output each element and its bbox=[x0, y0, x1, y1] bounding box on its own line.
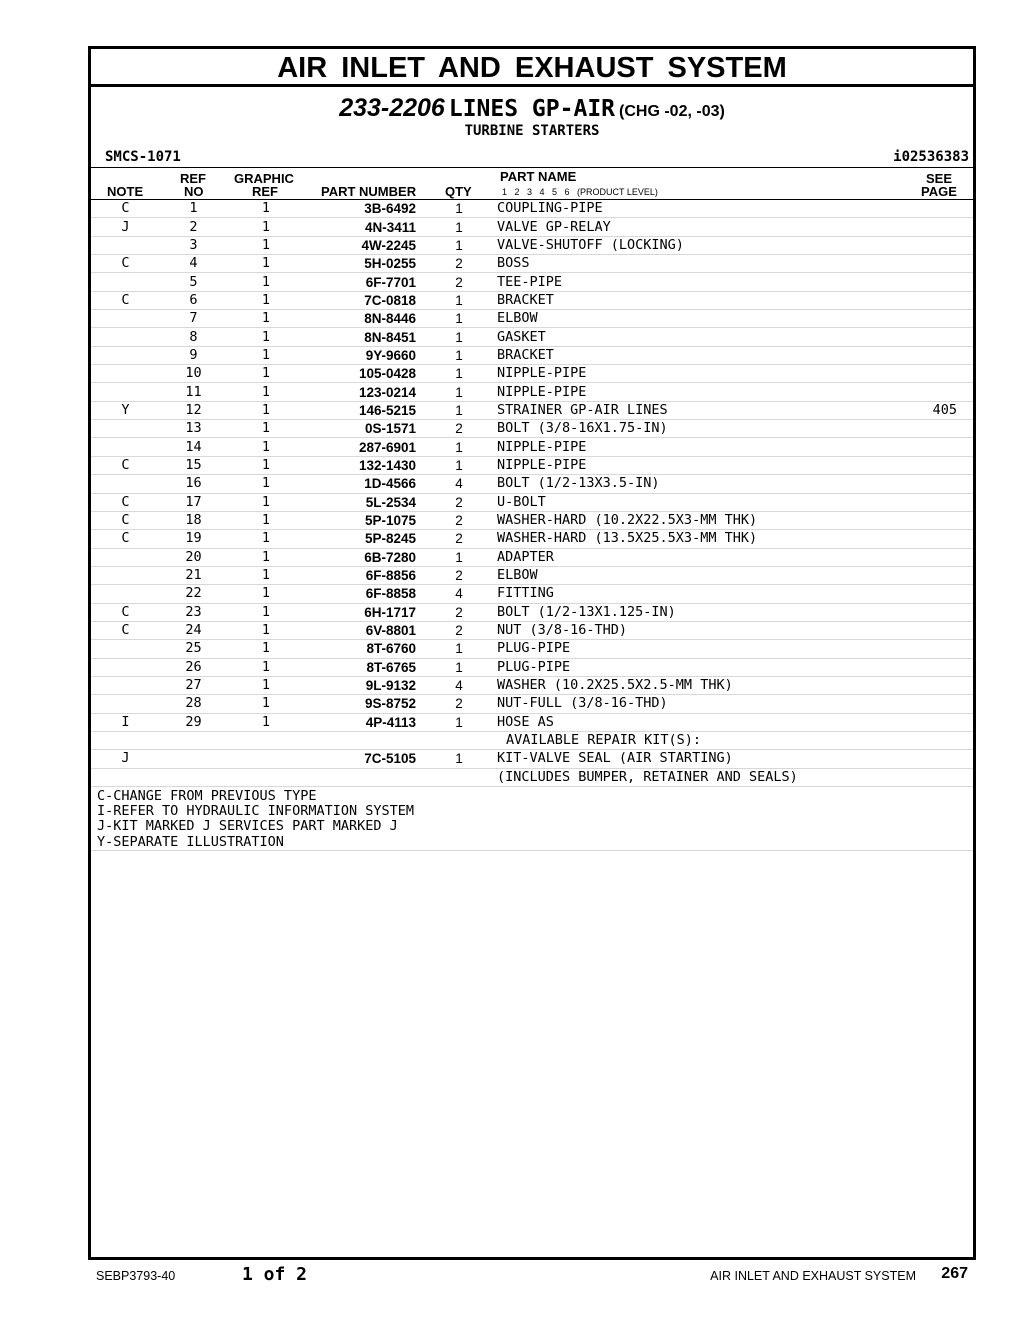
quantity: 2 bbox=[424, 493, 494, 511]
footer-page-number: 267 bbox=[941, 1265, 968, 1282]
col-see-top: SEE bbox=[926, 171, 953, 186]
part-note bbox=[91, 346, 160, 364]
graphic-ref: 1 bbox=[227, 218, 305, 236]
kit-part-number: 7C-5105 bbox=[305, 750, 424, 768]
part-number: 8N-8446 bbox=[305, 310, 424, 328]
ref-no: 19 bbox=[160, 530, 227, 548]
part-number: 8T-6765 bbox=[305, 658, 424, 676]
table-row bbox=[91, 200, 973, 218]
section-title: AIR INLET AND EXHAUST SYSTEM bbox=[91, 49, 973, 87]
part-number: 123-0214 bbox=[305, 383, 424, 401]
kit-note: J bbox=[91, 750, 160, 768]
part-name: BOLT (1/2-13X3.5-IN) bbox=[494, 475, 899, 493]
kit-row bbox=[91, 750, 973, 768]
parts-table bbox=[91, 200, 973, 787]
quantity: 4 bbox=[424, 585, 494, 603]
part-note bbox=[91, 383, 160, 401]
part-note: C bbox=[91, 200, 160, 218]
graphic-ref: 1 bbox=[227, 383, 305, 401]
part-number: 4P-4113 bbox=[305, 713, 424, 731]
note-c: C-CHANGE FROM PREVIOUS TYPE bbox=[97, 788, 317, 804]
document-id: i02536383 bbox=[893, 149, 969, 165]
ref-no: 28 bbox=[160, 695, 227, 713]
quantity: 1 bbox=[424, 640, 494, 658]
see-page bbox=[899, 676, 973, 694]
group-number: 233-2206 bbox=[339, 94, 445, 122]
quantity: 1 bbox=[424, 218, 494, 236]
table-row bbox=[91, 658, 973, 676]
quantity: 1 bbox=[424, 346, 494, 364]
col-ref-no-bottom: NO bbox=[184, 184, 204, 199]
column-headers bbox=[91, 168, 973, 200]
part-number: 4N-3411 bbox=[305, 218, 424, 236]
parts-page-frame bbox=[88, 46, 976, 1260]
part-number: 5P-8245 bbox=[305, 530, 424, 548]
graphic-ref: 1 bbox=[227, 310, 305, 328]
note-i: I-REFER TO HYDRAULIC INFORMATION SYSTEM bbox=[97, 803, 414, 820]
table-row bbox=[91, 621, 973, 639]
part-number: 5L-2534 bbox=[305, 493, 424, 511]
footer-page-count: 1 of 2 bbox=[242, 1264, 308, 1285]
quantity: 2 bbox=[424, 530, 494, 548]
part-number: 132-1430 bbox=[305, 456, 424, 474]
graphic-ref: 1 bbox=[227, 493, 305, 511]
part-name: NUT-FULL (3/8-16-THD) bbox=[494, 695, 899, 713]
part-note bbox=[91, 365, 160, 383]
part-number: 105-0428 bbox=[305, 365, 424, 383]
ref-no: 23 bbox=[160, 603, 227, 621]
part-number: 9S-8752 bbox=[305, 695, 424, 713]
table-row bbox=[91, 401, 973, 419]
see-page: 405 bbox=[899, 401, 973, 419]
table-row bbox=[91, 713, 973, 731]
table-row bbox=[91, 273, 973, 291]
graphic-ref: 1 bbox=[227, 603, 305, 621]
graphic-ref: 1 bbox=[227, 200, 305, 218]
see-page bbox=[899, 621, 973, 639]
table-row bbox=[91, 530, 973, 548]
see-page bbox=[899, 640, 973, 658]
table-row bbox=[91, 456, 973, 474]
table-row bbox=[91, 346, 973, 364]
ref-no: 21 bbox=[160, 566, 227, 584]
graphic-ref: 1 bbox=[227, 566, 305, 584]
graphic-ref: 1 bbox=[227, 236, 305, 254]
part-name: BOLT (1/2-13X1.125-IN) bbox=[494, 603, 899, 621]
part-name: BRACKET bbox=[494, 291, 899, 309]
part-note bbox=[91, 585, 160, 603]
col-note: NOTE bbox=[107, 184, 144, 199]
table-row bbox=[91, 255, 973, 273]
ref-no: 22 bbox=[160, 585, 227, 603]
see-page bbox=[899, 603, 973, 621]
ref-no: 14 bbox=[160, 438, 227, 456]
part-number: 8T-6760 bbox=[305, 640, 424, 658]
ref-no: 1 bbox=[160, 200, 227, 218]
part-note bbox=[91, 566, 160, 584]
part-name: BOLT (3/8-16X1.75-IN) bbox=[494, 420, 899, 438]
graphic-ref: 1 bbox=[227, 255, 305, 273]
part-number: 9L-9132 bbox=[305, 676, 424, 694]
part-number: 6V-8801 bbox=[305, 621, 424, 639]
part-note bbox=[91, 676, 160, 694]
col-qty: QTY bbox=[445, 184, 472, 199]
ref-no: 5 bbox=[160, 273, 227, 291]
see-page bbox=[899, 548, 973, 566]
table-row bbox=[91, 603, 973, 621]
col-graphic-ref-bottom: REF bbox=[252, 184, 278, 199]
see-page bbox=[899, 200, 973, 218]
graphic-ref: 1 bbox=[227, 456, 305, 474]
repair-kit-block bbox=[91, 731, 973, 786]
graphic-ref: 1 bbox=[227, 640, 305, 658]
part-name: STRAINER GP-AIR LINES bbox=[494, 401, 899, 419]
part-name: ADAPTER bbox=[494, 548, 899, 566]
ref-no: 10 bbox=[160, 365, 227, 383]
part-note bbox=[91, 236, 160, 254]
part-name: VALVE GP-RELAY bbox=[494, 218, 899, 236]
table-row bbox=[91, 548, 973, 566]
see-page bbox=[899, 475, 973, 493]
part-note: C bbox=[91, 530, 160, 548]
ref-no: 13 bbox=[160, 420, 227, 438]
table-row bbox=[91, 695, 973, 713]
part-name: NUT (3/8-16-THD) bbox=[494, 621, 899, 639]
see-page bbox=[899, 218, 973, 236]
quantity: 2 bbox=[424, 273, 494, 291]
graphic-ref: 1 bbox=[227, 291, 305, 309]
see-page bbox=[899, 438, 973, 456]
part-number: 5H-0255 bbox=[305, 255, 424, 273]
smcs-code: SMCS-1071 bbox=[105, 149, 181, 165]
part-note: C bbox=[91, 255, 160, 273]
graphic-ref: 1 bbox=[227, 401, 305, 419]
col-ref-no-top: REF bbox=[180, 171, 206, 186]
graphic-ref: 1 bbox=[227, 530, 305, 548]
quantity: 2 bbox=[424, 566, 494, 584]
see-page bbox=[899, 493, 973, 511]
kit-qty: 1 bbox=[424, 750, 494, 768]
graphic-ref: 1 bbox=[227, 420, 305, 438]
table-row bbox=[91, 236, 973, 254]
graphic-ref: 1 bbox=[227, 475, 305, 493]
table-row bbox=[91, 475, 973, 493]
part-number: 6F-8858 bbox=[305, 585, 424, 603]
table-row bbox=[91, 585, 973, 603]
see-page bbox=[899, 585, 973, 603]
quantity: 1 bbox=[424, 365, 494, 383]
part-note: C bbox=[91, 621, 160, 639]
ref-no: 20 bbox=[160, 548, 227, 566]
part-name: WASHER (10.2X25.5X2.5-MM THK) bbox=[494, 676, 899, 694]
kit-name: KIT-VALVE SEAL (AIR STARTING) bbox=[494, 750, 899, 768]
ref-no: 6 bbox=[160, 291, 227, 309]
see-page bbox=[899, 310, 973, 328]
graphic-ref: 1 bbox=[227, 658, 305, 676]
part-note: C bbox=[91, 456, 160, 474]
quantity: 1 bbox=[424, 383, 494, 401]
note-y: Y-SEPARATE ILLUSTRATION bbox=[97, 833, 284, 850]
ref-no: 16 bbox=[160, 475, 227, 493]
part-name: ELBOW bbox=[494, 310, 899, 328]
graphic-ref: 1 bbox=[227, 328, 305, 346]
part-number: 7C-0818 bbox=[305, 291, 424, 309]
part-note bbox=[91, 438, 160, 456]
part-name: HOSE AS bbox=[494, 713, 899, 731]
ref-no: 26 bbox=[160, 658, 227, 676]
part-note bbox=[91, 328, 160, 346]
table-row bbox=[91, 218, 973, 236]
part-name: NIPPLE-PIPE bbox=[494, 456, 899, 474]
ref-no: 3 bbox=[160, 236, 227, 254]
part-name: NIPPLE-PIPE bbox=[494, 438, 899, 456]
col-graphic-ref-top: GRAPHIC bbox=[234, 171, 294, 186]
table-row bbox=[91, 640, 973, 658]
see-page bbox=[899, 273, 973, 291]
part-note bbox=[91, 658, 160, 676]
part-note bbox=[91, 273, 160, 291]
see-page bbox=[899, 383, 973, 401]
table-row bbox=[91, 420, 973, 438]
table-row bbox=[91, 291, 973, 309]
kit-includes: (INCLUDES BUMPER, RETAINER AND SEALS) bbox=[494, 768, 899, 786]
part-name: PLUG-PIPE bbox=[494, 640, 899, 658]
part-note: J bbox=[91, 218, 160, 236]
see-page bbox=[899, 511, 973, 529]
part-number: 9Y-9660 bbox=[305, 346, 424, 364]
see-page bbox=[899, 291, 973, 309]
graphic-ref: 1 bbox=[227, 438, 305, 456]
footer-system-name: AIR INLET AND EXHAUST SYSTEM bbox=[710, 1269, 916, 1283]
see-page bbox=[899, 365, 973, 383]
col-product-level: 1 2 3 4 5 6 (PRODUCT LEVEL) bbox=[502, 187, 658, 197]
ref-no: 11 bbox=[160, 383, 227, 401]
ref-no: 17 bbox=[160, 493, 227, 511]
page-footer bbox=[96, 1264, 968, 1288]
graphic-ref: 1 bbox=[227, 676, 305, 694]
group-title bbox=[91, 95, 973, 121]
ref-no: 9 bbox=[160, 346, 227, 364]
part-name: BOSS bbox=[494, 255, 899, 273]
col-see-bottom: PAGE bbox=[921, 184, 957, 199]
table-row bbox=[91, 310, 973, 328]
part-note: C bbox=[91, 603, 160, 621]
kit-heading-row bbox=[91, 731, 973, 749]
part-name: GASKET bbox=[494, 328, 899, 346]
part-name: NIPPLE-PIPE bbox=[494, 365, 899, 383]
part-name: BRACKET bbox=[494, 346, 899, 364]
quantity: 1 bbox=[424, 200, 494, 218]
part-number: 0S-1571 bbox=[305, 420, 424, 438]
table-row bbox=[91, 438, 973, 456]
ref-no: 8 bbox=[160, 328, 227, 346]
notes-legend bbox=[91, 787, 973, 851]
quantity: 1 bbox=[424, 401, 494, 419]
table-row bbox=[91, 676, 973, 694]
quantity: 4 bbox=[424, 475, 494, 493]
part-number: 3B-6492 bbox=[305, 200, 424, 218]
kit-heading: AVAILABLE REPAIR KIT(S): bbox=[494, 731, 899, 749]
part-name: ELBOW bbox=[494, 566, 899, 584]
part-note bbox=[91, 475, 160, 493]
see-page bbox=[899, 456, 973, 474]
part-note: C bbox=[91, 493, 160, 511]
quantity: 1 bbox=[424, 310, 494, 328]
part-name: VALVE-SHUTOFF (LOCKING) bbox=[494, 236, 899, 254]
part-name: U-BOLT bbox=[494, 493, 899, 511]
quantity: 1 bbox=[424, 713, 494, 731]
part-number: 6F-8856 bbox=[305, 566, 424, 584]
ref-no: 18 bbox=[160, 511, 227, 529]
part-number: 6F-7701 bbox=[305, 273, 424, 291]
ref-no: 15 bbox=[160, 456, 227, 474]
ref-no: 25 bbox=[160, 640, 227, 658]
quantity: 2 bbox=[424, 621, 494, 639]
graphic-ref: 1 bbox=[227, 695, 305, 713]
ref-no: 2 bbox=[160, 218, 227, 236]
footer-doc-number: SEBP3793-40 bbox=[96, 1269, 176, 1283]
graphic-ref: 1 bbox=[227, 713, 305, 731]
ref-no: 29 bbox=[160, 713, 227, 731]
group-subtitle: TURBINE STARTERS bbox=[464, 123, 600, 139]
part-note bbox=[91, 310, 160, 328]
quantity: 1 bbox=[424, 658, 494, 676]
see-page bbox=[899, 530, 973, 548]
graphic-ref: 1 bbox=[227, 273, 305, 291]
table-row bbox=[91, 493, 973, 511]
ref-no: 24 bbox=[160, 621, 227, 639]
ref-no: 4 bbox=[160, 255, 227, 273]
part-number: 6H-1717 bbox=[305, 603, 424, 621]
see-page bbox=[899, 420, 973, 438]
graphic-ref: 1 bbox=[227, 585, 305, 603]
part-name: TEE-PIPE bbox=[494, 273, 899, 291]
see-page bbox=[899, 328, 973, 346]
quantity: 1 bbox=[424, 236, 494, 254]
see-page bbox=[899, 346, 973, 364]
quantity: 4 bbox=[424, 676, 494, 694]
see-page bbox=[899, 236, 973, 254]
part-note bbox=[91, 548, 160, 566]
id-row bbox=[91, 147, 973, 168]
table-row bbox=[91, 328, 973, 346]
part-note bbox=[91, 640, 160, 658]
col-part-number: PART NUMBER bbox=[321, 184, 417, 199]
graphic-ref: 1 bbox=[227, 365, 305, 383]
part-name: WASHER-HARD (10.2X22.5X3-MM THK) bbox=[494, 511, 899, 529]
part-number: 146-5215 bbox=[305, 401, 424, 419]
quantity: 1 bbox=[424, 438, 494, 456]
part-name: PLUG-PIPE bbox=[494, 658, 899, 676]
quantity: 2 bbox=[424, 255, 494, 273]
ref-no: 7 bbox=[160, 310, 227, 328]
part-number: 6B-7280 bbox=[305, 548, 424, 566]
graphic-ref: 1 bbox=[227, 548, 305, 566]
ref-no: 27 bbox=[160, 676, 227, 694]
part-name: WASHER-HARD (13.5X25.5X3-MM THK) bbox=[494, 530, 899, 548]
table-row bbox=[91, 511, 973, 529]
part-name: NIPPLE-PIPE bbox=[494, 383, 899, 401]
group-name: LINES GP-AIR bbox=[448, 96, 616, 122]
quantity: 2 bbox=[424, 420, 494, 438]
part-number: 4W-2245 bbox=[305, 236, 424, 254]
kit-includes-row bbox=[91, 768, 973, 786]
part-note: C bbox=[91, 291, 160, 309]
see-page bbox=[899, 566, 973, 584]
quantity: 1 bbox=[424, 456, 494, 474]
part-number: 8N-8451 bbox=[305, 328, 424, 346]
see-page bbox=[899, 255, 973, 273]
graphic-ref: 1 bbox=[227, 346, 305, 364]
group-change: (CHG -02, -03) bbox=[619, 103, 725, 120]
table-row bbox=[91, 383, 973, 401]
quantity: 2 bbox=[424, 695, 494, 713]
part-note bbox=[91, 420, 160, 438]
part-number: 5P-1075 bbox=[305, 511, 424, 529]
quantity: 1 bbox=[424, 328, 494, 346]
part-name: COUPLING-PIPE bbox=[494, 200, 899, 218]
quantity: 1 bbox=[424, 548, 494, 566]
part-note: I bbox=[91, 713, 160, 731]
part-note: Y bbox=[91, 401, 160, 419]
ref-no: 12 bbox=[160, 401, 227, 419]
graphic-ref: 1 bbox=[227, 621, 305, 639]
part-note bbox=[91, 695, 160, 713]
part-note: C bbox=[91, 511, 160, 529]
see-page bbox=[899, 695, 973, 713]
see-page bbox=[899, 658, 973, 676]
note-j: J-KIT MARKED J SERVICES PART MARKED J bbox=[97, 818, 398, 835]
col-part-name: PART NAME bbox=[500, 169, 577, 184]
see-page bbox=[899, 713, 973, 731]
table-row bbox=[91, 365, 973, 383]
quantity: 1 bbox=[424, 291, 494, 309]
part-number: 1D-4566 bbox=[305, 475, 424, 493]
part-number: 287-6901 bbox=[305, 438, 424, 456]
quantity: 2 bbox=[424, 511, 494, 529]
quantity: 2 bbox=[424, 603, 494, 621]
table-row bbox=[91, 566, 973, 584]
part-name: FITTING bbox=[494, 585, 899, 603]
graphic-ref: 1 bbox=[227, 511, 305, 529]
